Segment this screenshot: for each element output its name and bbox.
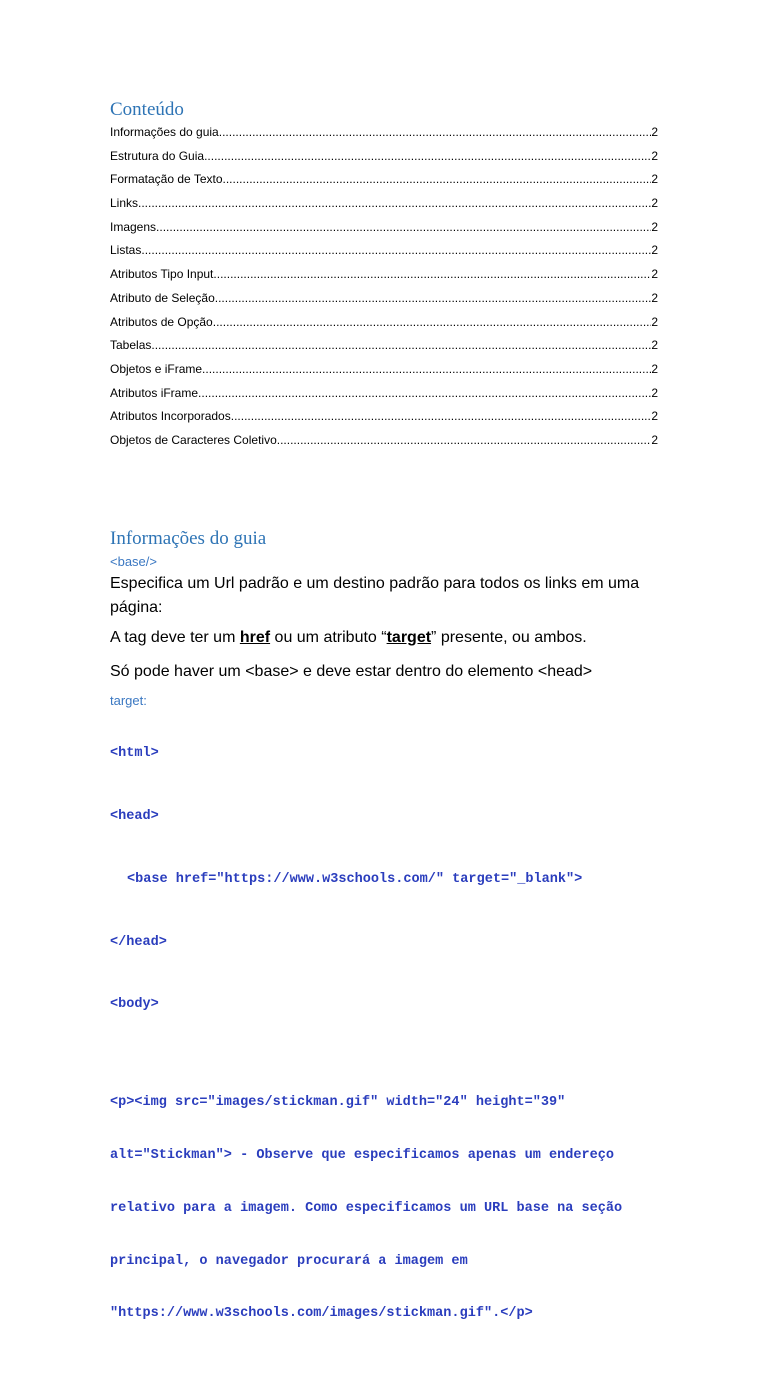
toc-entry-label: Formatação de Texto [110,172,223,187]
toc-leader [223,171,652,187]
toc-leader [156,219,651,235]
example-label: target: [110,693,147,708]
code-line: <html> [110,746,159,762]
toc-title: Conteúdo [110,99,184,120]
toc-leader [219,124,652,140]
toc-entry-label: Atributos Tipo Input [110,267,214,282]
toc-entry-label: Informações do guia [110,125,219,139]
toc-page-number: 2 [651,432,658,447]
code-paragraph-line: alt="Stickman"> - Observe que especificamos apenas um endereço [110,1148,615,1164]
toc-leader [138,195,651,211]
toc-entry-label: Imagens [110,219,157,234]
toc-entry-atributo-de-selecao[interactable] [110,290,658,314]
toc-leader [277,432,652,448]
toc-entry-label: Tabelas [110,338,152,353]
requirement-text: A tag deve ter um [110,629,240,646]
toc-leader [231,408,652,424]
toc-entry-tabelas[interactable] [110,337,658,361]
toc-leader [213,314,652,330]
toc-page-number: 2 [651,196,658,211]
toc-page-number: 2 [651,243,658,258]
code-example [110,710,622,1393]
description-paragraph [110,572,639,620]
toc-page-number: 2 [651,125,658,139]
toc-page-number: 2 [651,314,658,329]
description-line: página: [110,599,163,616]
toc-entry-objetos-e-iframe[interactable] [110,361,658,385]
toc-entry-informacoes-do-guia[interactable] [110,124,658,148]
code-paragraph-line: principal, o navegador procurará a imagem em [110,1253,468,1269]
requirement-text: ou um atributo “ [270,629,387,646]
description-line: Especifica um Url padrão e um destino padrão para todos os links em uma [110,575,640,592]
toc-page-number: 2 [651,267,658,282]
toc-entry-estrutura-do-guia[interactable] [110,148,658,172]
toc-entry-label: Atributos de Opção [110,314,213,329]
code-line: <head> [110,808,159,824]
toc-entry-label: Estrutura do Guia [110,148,205,163]
toc-entry-label: Atributos iFrame [110,385,199,400]
code-paragraph [110,1059,622,1358]
code-line: <base href="https://www.w3schools.com/" target="_blank"> [127,871,583,887]
toc-entry-atributos-iframe[interactable] [110,385,658,409]
toc-leader [198,385,651,401]
toc-entry-atributos-tipo-input[interactable] [110,266,658,290]
requirement-paragraph [110,626,587,650]
toc-leader [213,266,651,282]
code-paragraph-line: "https://www.w3schools.com/images/stickman.gif".</p> [110,1306,533,1322]
toc-leader [141,242,651,258]
toc-entry-links[interactable] [110,195,658,219]
toc-leader [204,148,651,164]
code-paragraph-line: relativo para a imagem. Como especificamos um URL base na seção [110,1200,623,1216]
toc-page-number: 2 [651,409,658,424]
toc-leader [151,337,651,353]
toc-entry-formatacao-de-texto[interactable] [110,171,658,195]
toc-entry-objetos-de-caracteres-coletivo[interactable] [110,432,658,456]
code-line: <body> [110,997,159,1013]
requirement-text: ” presente, ou ambos. [431,629,587,646]
toc-entry-label: Atributos Incorporados [110,409,231,424]
toc-page-number: 2 [651,148,658,163]
href-keyword: href [239,629,271,646]
target-keyword: target [386,629,432,646]
toc-page-number: 2 [651,290,658,305]
toc-leader [215,290,652,306]
table-of-contents [110,124,658,456]
toc-entry-label: Objetos e iFrame [110,361,203,376]
section-heading: Informações do guia [110,528,267,549]
placement-note: Só pode haver um <base> e deve estar dentro do elemento <head> [110,663,593,680]
tag-label: <base/> [110,554,157,569]
toc-entry-label: Objetos de Caracteres Coletivo [110,432,277,447]
toc-entry-label: Atributo de Seleção [110,290,215,305]
toc-entry-listas[interactable] [110,242,658,266]
toc-page-number: 2 [651,219,658,234]
toc-page-number: 2 [651,172,658,187]
toc-entry-atributos-incorporados[interactable] [110,408,658,432]
toc-page-number: 2 [651,385,658,400]
toc-entry-label: Links [110,196,139,211]
code-line: </head> [110,934,167,950]
toc-entry-label: Listas [110,243,142,258]
toc-entry-atributos-de-opcao[interactable] [110,314,658,338]
toc-page-number: 2 [651,338,658,353]
toc-leader [202,361,651,377]
toc-page-number: 2 [651,361,658,376]
toc-entry-imagens[interactable] [110,219,658,243]
code-paragraph-line: <p><img src="images/stickman.gif" width="24" height="39" [110,1095,566,1111]
